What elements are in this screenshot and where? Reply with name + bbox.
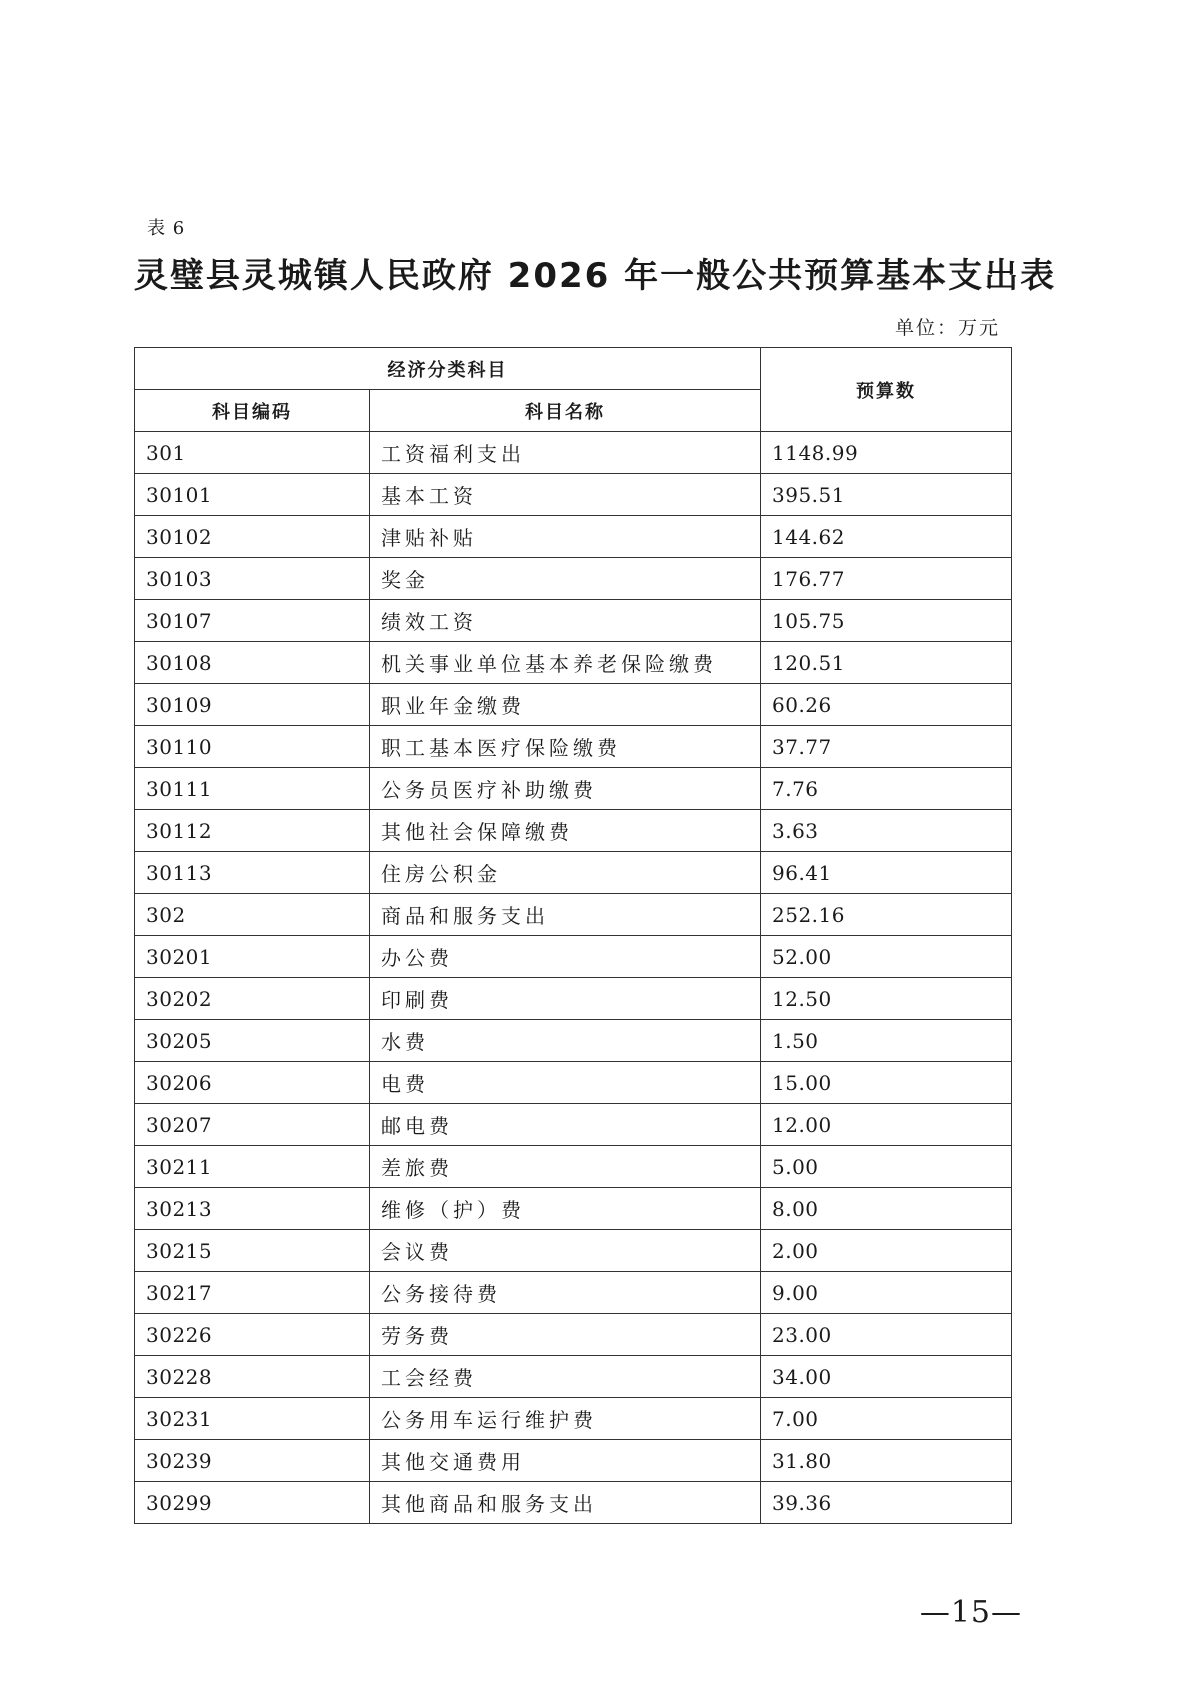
budget-amount-cell: 96.41	[761, 852, 1012, 894]
subject-name-cell: 印刷费	[370, 978, 761, 1020]
table-row	[135, 432, 1012, 474]
subject-name-cell: 公务员医疗补助缴费	[370, 768, 761, 810]
budget-amount-cell: 15.00	[761, 1062, 1012, 1104]
subject-name-cell: 其他商品和服务支出	[370, 1482, 761, 1524]
table-row	[135, 1230, 1012, 1272]
subject-name-cell: 劳务费	[370, 1314, 761, 1356]
subject-name-cell: 其他社会保障缴费	[370, 810, 761, 852]
header-subject-name: 科目名称	[370, 390, 761, 432]
header-economic-classification: 经济分类科目	[135, 348, 761, 390]
subject-name-cell: 工资福利支出	[370, 432, 761, 474]
budget-amount-cell: 3.63	[761, 810, 1012, 852]
table-row	[135, 726, 1012, 768]
budget-amount-cell: 144.62	[761, 516, 1012, 558]
table-body	[135, 432, 1012, 1524]
subject-code-cell: 30101	[135, 474, 370, 516]
subject-name-cell: 奖金	[370, 558, 761, 600]
table-row	[135, 1482, 1012, 1524]
subject-name-cell: 绩效工资	[370, 600, 761, 642]
budget-amount-cell: 12.50	[761, 978, 1012, 1020]
subject-code-cell: 30217	[135, 1272, 370, 1314]
subject-code-cell: 30103	[135, 558, 370, 600]
subject-code-cell: 30206	[135, 1062, 370, 1104]
subject-code-cell: 30207	[135, 1104, 370, 1146]
subject-code-cell: 30113	[135, 852, 370, 894]
subject-name-cell: 电费	[370, 1062, 761, 1104]
table-row	[135, 1020, 1012, 1062]
table-row	[135, 1188, 1012, 1230]
header-subject-code: 科目编码	[135, 390, 370, 432]
budget-amount-cell: 37.77	[761, 726, 1012, 768]
subject-name-cell: 会议费	[370, 1230, 761, 1272]
table-row	[135, 516, 1012, 558]
subject-name-cell: 住房公积金	[370, 852, 761, 894]
document-title: 灵璧县灵城镇人民政府 2026 年一般公共预算基本支出表	[133, 256, 1057, 296]
subject-code-cell: 30205	[135, 1020, 370, 1062]
header-budget-amount: 预算数	[761, 348, 1012, 432]
table-row	[135, 558, 1012, 600]
table-row	[135, 684, 1012, 726]
page-number: —15—	[919, 1595, 1022, 1630]
subject-name-cell: 其他交通费用	[370, 1440, 761, 1482]
subject-name-cell: 办公费	[370, 936, 761, 978]
budget-amount-cell: 34.00	[761, 1356, 1012, 1398]
subject-code-cell: 30228	[135, 1356, 370, 1398]
budget-amount-cell: 39.36	[761, 1482, 1012, 1524]
table-row	[135, 474, 1012, 516]
budget-amount-cell: 2.00	[761, 1230, 1012, 1272]
table-row	[135, 768, 1012, 810]
subject-name-cell: 工会经费	[370, 1356, 761, 1398]
subject-name-cell: 职工基本医疗保险缴费	[370, 726, 761, 768]
subject-name-cell: 差旅费	[370, 1146, 761, 1188]
subject-name-cell: 职业年金缴费	[370, 684, 761, 726]
subject-code-cell: 301	[135, 432, 370, 474]
subject-code-cell: 30112	[135, 810, 370, 852]
subject-code-cell: 30231	[135, 1398, 370, 1440]
budget-amount-cell: 7.76	[761, 768, 1012, 810]
budget-table	[134, 347, 1012, 1524]
budget-amount-cell: 7.00	[761, 1398, 1012, 1440]
subject-name-cell: 商品和服务支出	[370, 894, 761, 936]
budget-amount-cell: 120.51	[761, 642, 1012, 684]
subject-code-cell: 30107	[135, 600, 370, 642]
table-row	[135, 1104, 1012, 1146]
table-row	[135, 600, 1012, 642]
subject-name-cell: 水费	[370, 1020, 761, 1062]
table-row	[135, 642, 1012, 684]
subject-name-cell: 邮电费	[370, 1104, 761, 1146]
table-row	[135, 810, 1012, 852]
table-row	[135, 936, 1012, 978]
subject-code-cell: 30109	[135, 684, 370, 726]
budget-amount-cell: 52.00	[761, 936, 1012, 978]
subject-code-cell: 30211	[135, 1146, 370, 1188]
table-row	[135, 1314, 1012, 1356]
subject-code-cell: 30108	[135, 642, 370, 684]
table-label: 表 6	[147, 218, 186, 239]
table-row	[135, 852, 1012, 894]
budget-amount-cell: 23.00	[761, 1314, 1012, 1356]
budget-amount-cell: 8.00	[761, 1188, 1012, 1230]
subject-code-cell: 30102	[135, 516, 370, 558]
subject-name-cell: 公务用车运行维护费	[370, 1398, 761, 1440]
budget-amount-cell: 176.77	[761, 558, 1012, 600]
budget-amount-cell: 31.80	[761, 1440, 1012, 1482]
budget-amount-cell: 12.00	[761, 1104, 1012, 1146]
subject-name-cell: 基本工资	[370, 474, 761, 516]
subject-name-cell: 机关事业单位基本养老保险缴费	[370, 642, 761, 684]
table-row	[135, 1062, 1012, 1104]
budget-amount-cell: 5.00	[761, 1146, 1012, 1188]
table-row	[135, 1398, 1012, 1440]
subject-code-cell: 30111	[135, 768, 370, 810]
subject-code-cell: 30239	[135, 1440, 370, 1482]
table-row	[135, 1356, 1012, 1398]
subject-code-cell: 30110	[135, 726, 370, 768]
budget-amount-cell: 1148.99	[761, 432, 1012, 474]
subject-code-cell: 30202	[135, 978, 370, 1020]
budget-amount-cell: 60.26	[761, 684, 1012, 726]
subject-code-cell: 30213	[135, 1188, 370, 1230]
budget-amount-cell: 252.16	[761, 894, 1012, 936]
unit-note: 单位：万元	[894, 317, 1000, 339]
budget-amount-cell: 395.51	[761, 474, 1012, 516]
subject-name-cell: 维修（护）费	[370, 1188, 761, 1230]
subject-code-cell: 302	[135, 894, 370, 936]
subject-name-cell: 公务接待费	[370, 1272, 761, 1314]
subject-code-cell: 30299	[135, 1482, 370, 1524]
table-row	[135, 978, 1012, 1020]
subject-code-cell: 30215	[135, 1230, 370, 1272]
table-row	[135, 1146, 1012, 1188]
subject-name-cell: 津贴补贴	[370, 516, 761, 558]
table-row	[135, 894, 1012, 936]
subject-code-cell: 30201	[135, 936, 370, 978]
table-row	[135, 1272, 1012, 1314]
budget-amount-cell: 9.00	[761, 1272, 1012, 1314]
budget-amount-cell: 105.75	[761, 600, 1012, 642]
table-row	[135, 1440, 1012, 1482]
subject-code-cell: 30226	[135, 1314, 370, 1356]
budget-amount-cell: 1.50	[761, 1020, 1012, 1062]
